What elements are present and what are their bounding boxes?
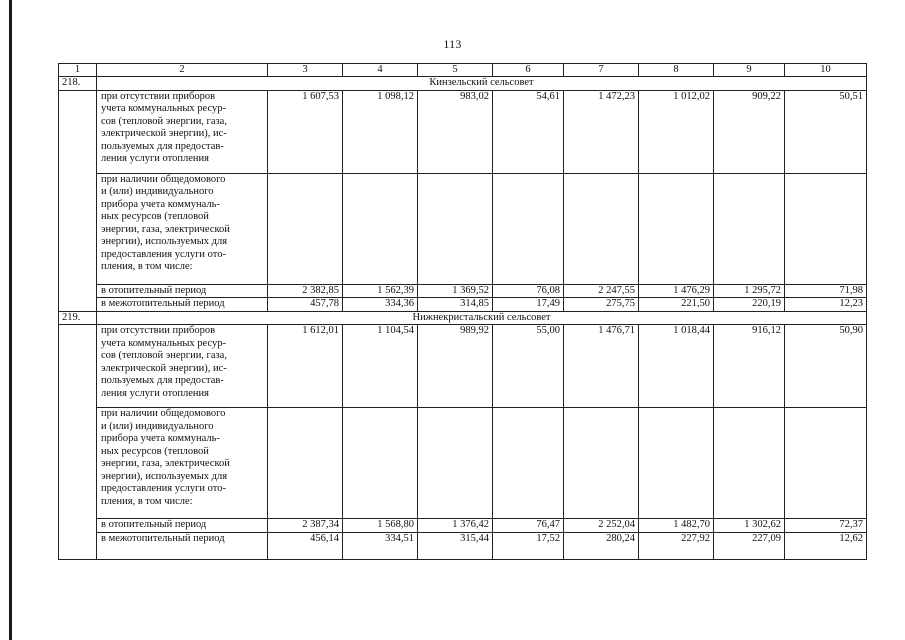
table-cell-value: 1 568,80 <box>343 519 418 533</box>
row-index: 219. <box>59 311 97 325</box>
column-header: 5 <box>418 64 493 77</box>
table-cell-empty <box>785 173 867 284</box>
table-cell-value: 983,02 <box>418 90 493 173</box>
table-cell-value: 1 562,39 <box>343 284 418 298</box>
index-spacer-cell <box>59 90 97 311</box>
table-cell-empty <box>268 173 343 284</box>
table-row-with-meters <box>59 408 867 519</box>
table-cell-value: 1 482,70 <box>639 519 714 533</box>
table-cell-value: 72,37 <box>785 519 867 533</box>
table-cell-value: 334,51 <box>343 532 418 559</box>
column-header: 1 <box>59 64 97 77</box>
table-cell-value: 1 607,53 <box>268 90 343 173</box>
row-label: в отопительный период <box>97 519 268 533</box>
table-cell-value: 76,08 <box>493 284 564 298</box>
table-cell-value: 12,62 <box>785 532 867 559</box>
row-description-cell <box>97 408 268 519</box>
table-cell-value: 457,78 <box>268 298 343 312</box>
table-cell-value: 1 018,44 <box>639 325 714 408</box>
table-row-heating-period <box>59 284 867 298</box>
table-cell-empty <box>493 173 564 284</box>
row-description-cell <box>97 325 268 408</box>
settlement-name: Кинзельский сельсовет <box>97 77 867 91</box>
table-cell-value: 76,47 <box>493 519 564 533</box>
table-cell-value: 1 012,02 <box>639 90 714 173</box>
table-cell-value: 54,61 <box>493 90 564 173</box>
table-cell-value: 2 382,85 <box>268 284 343 298</box>
table-cell-value: 227,92 <box>639 532 714 559</box>
table-row-heating-period <box>59 519 867 533</box>
column-header: 3 <box>268 64 343 77</box>
column-header: 7 <box>564 64 639 77</box>
table-cell-value: 2 387,34 <box>268 519 343 533</box>
column-header: 4 <box>343 64 418 77</box>
table-cell-empty <box>418 408 493 519</box>
table-row-interheating-period <box>59 298 867 312</box>
row-index: 218. <box>59 77 97 91</box>
table-row-interheating-period <box>59 532 867 559</box>
row-description: при отсутствии приборов учета коммунальных ресур- сов (тепловой энергии, газа, электрической энергии), ис- пользуемых для предостав- ления услуги отопления <box>101 90 227 164</box>
table-cell-value: 220,19 <box>714 298 785 312</box>
table-cell-value: 280,24 <box>564 532 639 559</box>
table-cell-value: 315,44 <box>418 532 493 559</box>
row-label: в отопительный период <box>97 284 268 298</box>
table-cell-value: 55,00 <box>493 325 564 408</box>
section-header-row <box>59 77 867 91</box>
table-cell-value: 12,23 <box>785 298 867 312</box>
scan-edge-line <box>9 0 12 640</box>
tariff-table <box>58 63 867 560</box>
table-cell-empty <box>564 408 639 519</box>
table-cell-empty <box>639 173 714 284</box>
column-header-row <box>59 64 867 77</box>
row-description-cell <box>97 90 268 173</box>
column-header: 2 <box>97 64 268 77</box>
row-label: в межотопительный период <box>97 298 268 312</box>
table-cell-value: 50,51 <box>785 90 867 173</box>
table-cell-empty <box>418 173 493 284</box>
table-cell-value: 227,09 <box>714 532 785 559</box>
row-description: при наличии общедомового и (или) индивидуального прибора учета коммуналь- ных ресурсов (тепловой энергии, газа, электрической энергии), используемых для предоставления услуги ото- пления, в том числе: <box>101 408 230 507</box>
row-label: в межотопительный период <box>97 532 268 559</box>
table-cell-empty <box>268 408 343 519</box>
row-description: при отсутствии приборов учета коммунальных ресур- сов (тепловой энергии, газа, электрической энергии), ис- пользуемых для предостав- ления услуги отопления <box>101 325 227 399</box>
column-header: 6 <box>493 64 564 77</box>
index-spacer-cell <box>59 325 97 560</box>
table-cell-empty <box>714 173 785 284</box>
table-cell-empty <box>785 408 867 519</box>
row-description: при наличии общедомового и (или) индивидуального прибора учета коммуналь- ных ресурсов (тепловой энергии, газа, электрической энергии), используемых для предоставления услуги ото- пления, в том числе: <box>101 173 230 272</box>
table-cell-empty <box>639 408 714 519</box>
table-row-no-meters <box>59 90 867 173</box>
table-cell-value: 71,98 <box>785 284 867 298</box>
column-header: 9 <box>714 64 785 77</box>
page-number: 113 <box>443 37 462 51</box>
table-cell-value: 1 302,62 <box>714 519 785 533</box>
table-cell-empty <box>493 408 564 519</box>
table-cell-value: 2 247,55 <box>564 284 639 298</box>
table-cell-value: 456,14 <box>268 532 343 559</box>
table-cell-value: 314,85 <box>418 298 493 312</box>
table-cell-value: 916,12 <box>714 325 785 408</box>
table-cell-value: 275,75 <box>564 298 639 312</box>
table-cell-value: 1 476,29 <box>639 284 714 298</box>
table-cell-value: 17,52 <box>493 532 564 559</box>
row-description-cell <box>97 173 268 284</box>
table-row-no-meters <box>59 325 867 408</box>
column-header: 8 <box>639 64 714 77</box>
table-cell-value: 909,22 <box>714 90 785 173</box>
table-cell-value: 1 376,42 <box>418 519 493 533</box>
table-cell-value: 17,49 <box>493 298 564 312</box>
table-cell-value: 1 476,71 <box>564 325 639 408</box>
table-cell-empty <box>714 408 785 519</box>
table-cell-empty <box>343 173 418 284</box>
table-cell-value: 1 098,12 <box>343 90 418 173</box>
table-cell-value: 2 252,04 <box>564 519 639 533</box>
table-cell-value: 1 295,72 <box>714 284 785 298</box>
table-cell-value: 1 472,23 <box>564 90 639 173</box>
section-header-row <box>59 311 867 325</box>
table-cell-value: 50,90 <box>785 325 867 408</box>
settlement-name: Нижнекристальский сельсовет <box>97 311 867 325</box>
table-cell-empty <box>343 408 418 519</box>
table-cell-value: 1 369,52 <box>418 284 493 298</box>
table-cell-value: 334,36 <box>343 298 418 312</box>
table-cell-value: 989,92 <box>418 325 493 408</box>
table-cell-empty <box>564 173 639 284</box>
table-cell-value: 1 104,54 <box>343 325 418 408</box>
table-row-with-meters <box>59 173 867 284</box>
table-cell-value: 221,50 <box>639 298 714 312</box>
table-cell-value: 1 612,01 <box>268 325 343 408</box>
column-header: 10 <box>785 64 867 77</box>
